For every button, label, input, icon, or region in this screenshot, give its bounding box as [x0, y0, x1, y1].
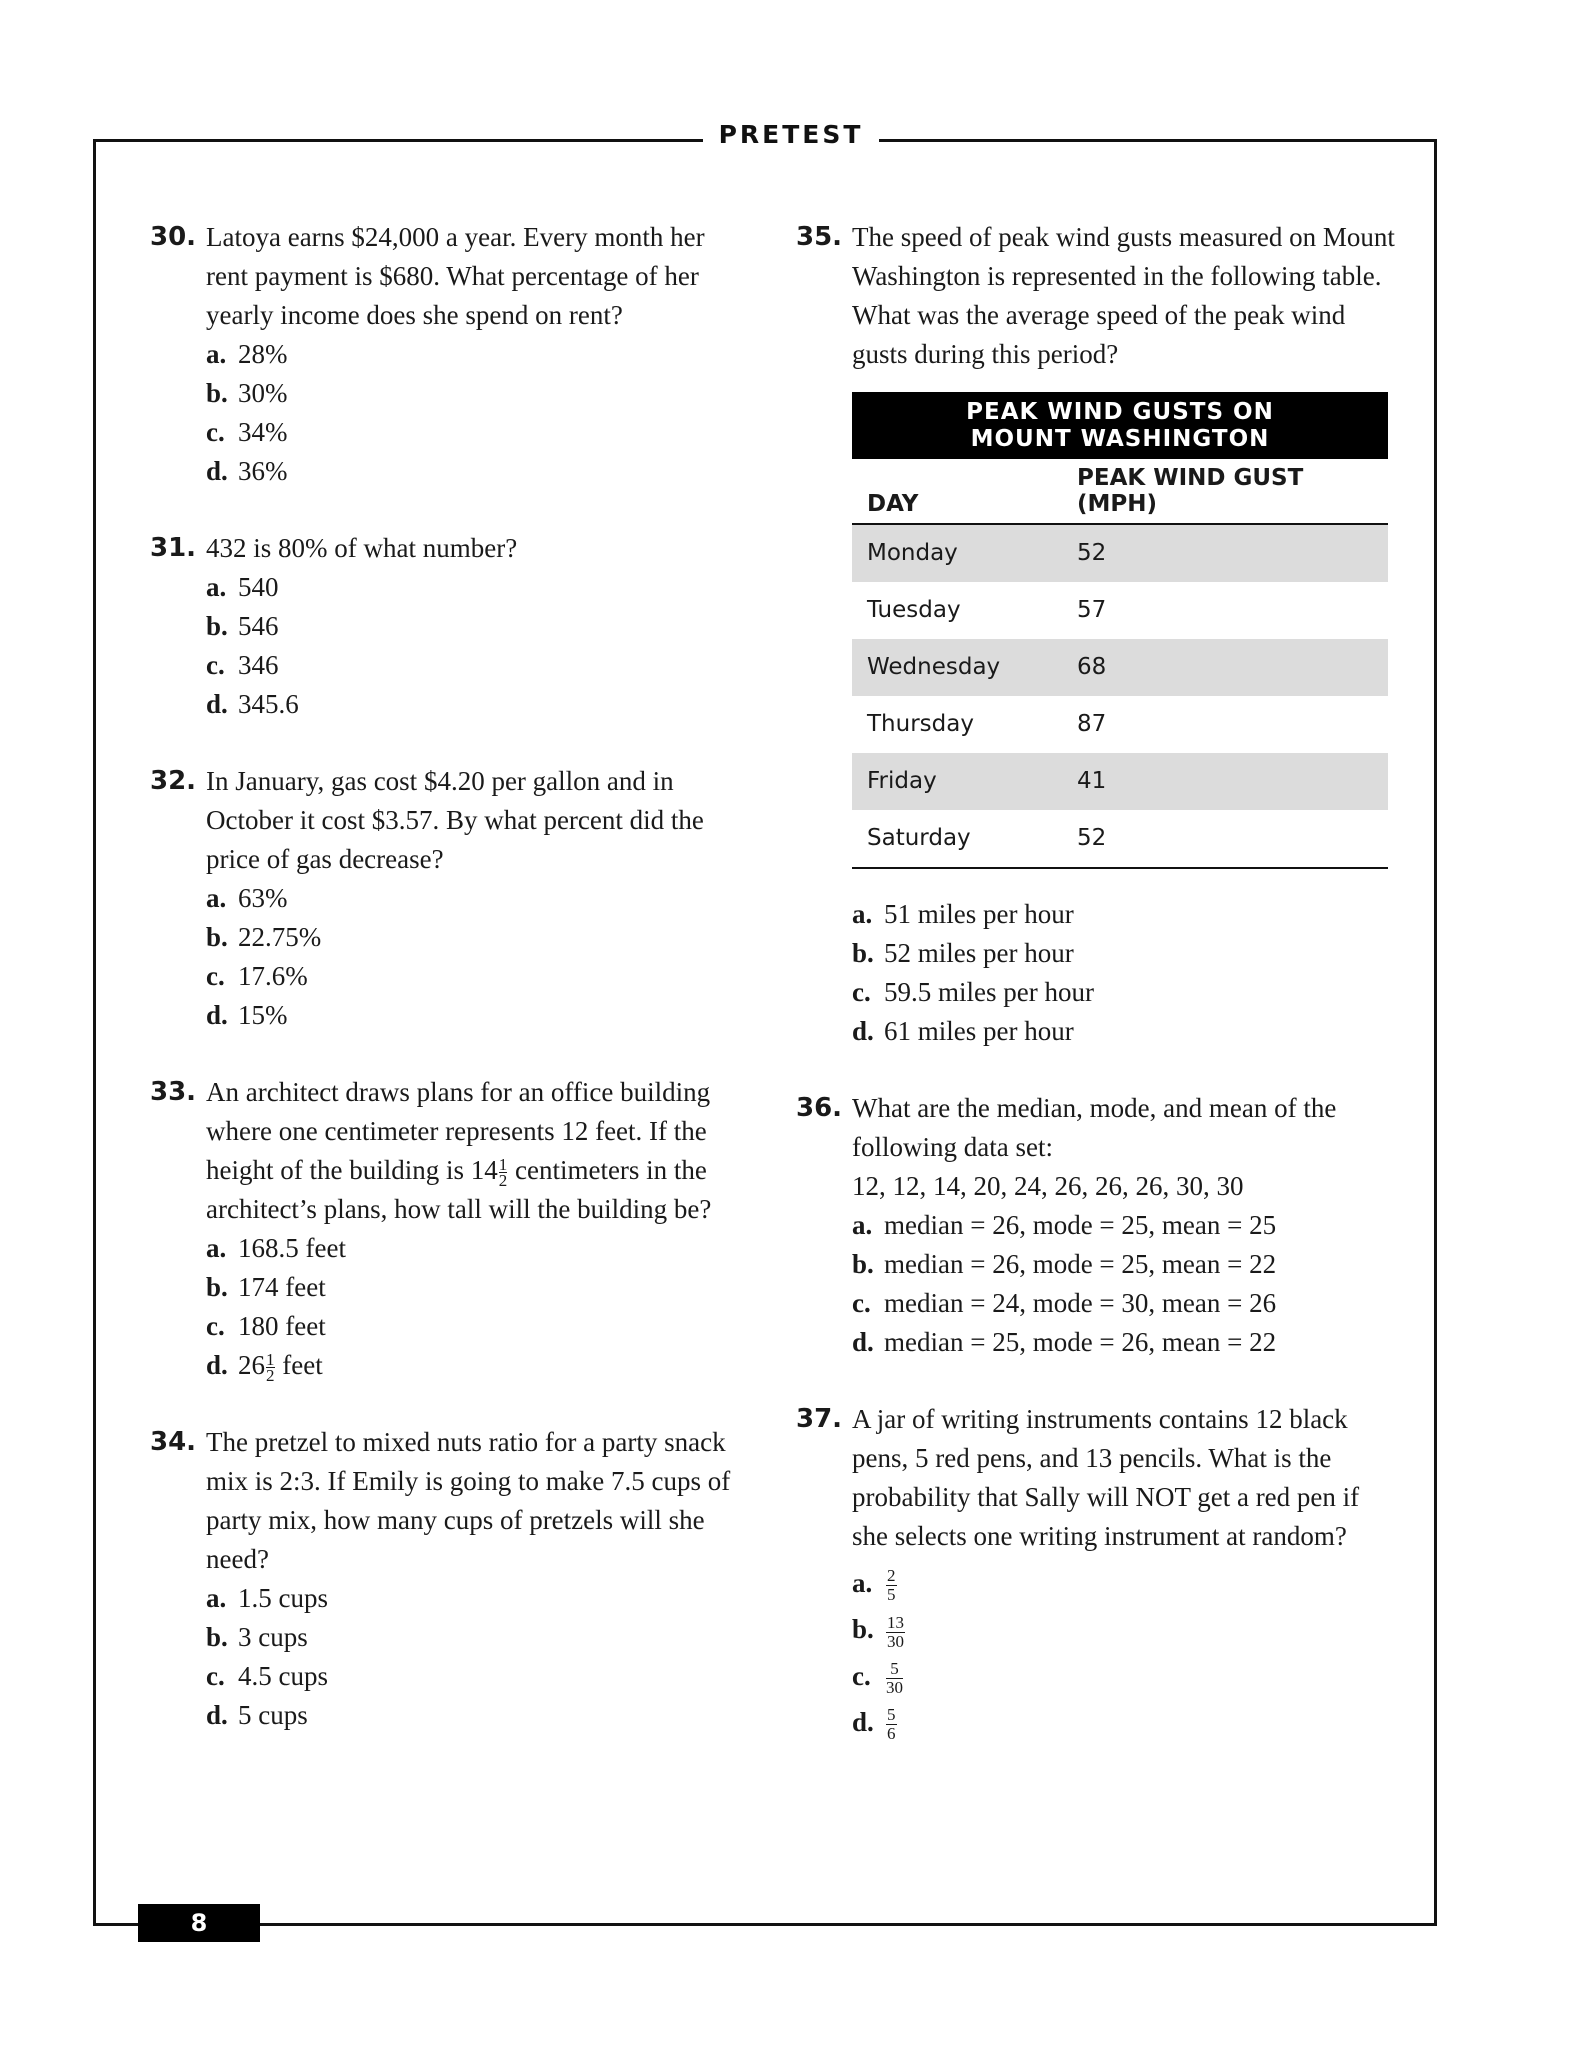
page-number: 8 — [138, 1904, 260, 1942]
answer-option-a[interactable]: a. median = 26, mode = 25, mean = 25 — [852, 1210, 1277, 1240]
table-row: Wednesday 68 — [852, 639, 1388, 696]
answer-option-b[interactable]: b. 30% — [206, 378, 288, 408]
question-text: The speed of peak wind gusts measured on Mount Washington is represented in the following table. What was the average speed of the peak wind gusts during this period? — [852, 222, 1395, 369]
table-caption: PEAK WIND GUSTS ON MOUNT WASHINGTON — [852, 392, 1388, 459]
question-number: 34. — [150, 1427, 197, 1457]
fraction: $\frac{1}{2}$ — [498, 1155, 508, 1191]
question-31 — [150, 529, 750, 724]
answer-option-c[interactable]: c. 346 — [206, 650, 279, 680]
answer-option-c[interactable]: c. 4.5 cups — [206, 1661, 328, 1691]
question-35 — [796, 218, 1396, 1051]
fraction: $\frac{13}{30}$ — [887, 1612, 904, 1651]
answer-option-d[interactable]: d. median = 25, mode = 26, mean = 22 — [852, 1327, 1277, 1357]
question-number: 33. — [150, 1077, 197, 1107]
question-number: 32. — [150, 766, 197, 796]
answer-option-c[interactable]: c. $\frac{5}{30}$ — [852, 1658, 903, 1697]
answer-option-d[interactable]: d. 5 cups — [206, 1700, 308, 1730]
answer-option-a[interactable]: a. $\frac{2}{5}$ — [852, 1566, 896, 1605]
answer-option-d[interactable]: d. $\frac{5}{6}$ — [852, 1705, 896, 1744]
question-32 — [150, 762, 750, 1035]
answer-option-b[interactable]: b. 174 feet — [206, 1272, 326, 1302]
answer-option-a[interactable]: a. 51 miles per hour — [852, 899, 1074, 929]
question-33 — [150, 1073, 750, 1385]
answer-option-b[interactable]: b. 22.75% — [206, 922, 322, 952]
answer-option-c[interactable]: c. median = 24, mode = 30, mean = 26 — [852, 1288, 1277, 1318]
answer-option-d[interactable]: d. 36% — [206, 456, 288, 486]
page-header — [0, 120, 1582, 149]
question-number: 36. — [796, 1093, 843, 1123]
answer-option-d[interactable]: d. 61 miles per hour — [852, 1016, 1074, 1046]
question-text: In January, gas cost $4.20 per gallon and in October it cost $3.57. By what percent did the price of gas decrease? — [206, 766, 704, 874]
answer-option-d[interactable]: d. 345.6 — [206, 689, 299, 719]
answer-option-b[interactable]: b. 3 cups — [206, 1622, 308, 1652]
fraction: $\frac{1}{2}$ — [266, 1350, 275, 1386]
column-header-mph: PEAK WIND GUST (MPH) — [1062, 459, 1388, 524]
question-number: 30. — [150, 222, 197, 252]
right-column — [796, 218, 1396, 1781]
question-number: 37. — [796, 1404, 843, 1434]
answer-option-b[interactable]: b. 52 miles per hour — [852, 938, 1074, 968]
answer-option-c[interactable]: c. 34% — [206, 417, 288, 447]
question-text: 432 is 80% of what number? — [206, 533, 518, 563]
question-text: The pretzel to mixed nuts ratio for a party snack mix is 2:3. If Emily is going to make 7.5 cups of party mix, how many cups of pretzels will she need? — [206, 1427, 731, 1574]
header-title: PRETEST — [703, 120, 880, 149]
table-row: Saturday 52 — [852, 810, 1388, 868]
answer-option-b[interactable]: b. 546 — [206, 611, 279, 641]
answer-option-a[interactable]: a. 1.5 cups — [206, 1583, 328, 1613]
answer-option-a[interactable]: a. 540 — [206, 572, 279, 602]
question-text: Latoya earns $24,000 a year. Every month her rent payment is $680. What percentage of her yearly income does she spend on rent? — [206, 222, 705, 330]
data-set: 12, 12, 14, 20, 24, 26, 26, 26, 30, 30 — [852, 1171, 1244, 1201]
answer-option-d[interactable]: d. 15% — [206, 1000, 288, 1030]
answer-option-c[interactable]: c. 59.5 miles per hour — [852, 977, 1094, 1007]
question-text: A jar of writing instruments contains 12 black pens, 5 red pens, and 13 pencils. What is the probability that Sally will NOT get a red pen if she selects one writing instrument at random? — [852, 1404, 1360, 1551]
fraction: $\frac{5}{6}$ — [887, 1705, 896, 1744]
answer-option-a[interactable]: a. 28% — [206, 339, 288, 369]
question-34 — [150, 1423, 750, 1735]
answer-option-b[interactable]: b. median = 26, mode = 25, mean = 22 — [852, 1249, 1277, 1279]
column-header-day: DAY — [852, 459, 1062, 524]
question-30 — [150, 218, 750, 491]
question-number: 35. — [796, 222, 843, 252]
question-36 — [796, 1089, 1396, 1362]
question-text: What are the median, mode, and mean of the following data set: — [852, 1093, 1337, 1162]
table-row: Tuesday 57 — [867, 597, 1107, 623]
answer-option-a[interactable]: a. 63% — [206, 883, 288, 913]
answer-option-c[interactable]: c. 180 feet — [206, 1311, 326, 1341]
question-37 — [796, 1400, 1396, 1743]
table-row: Monday 52 — [852, 524, 1388, 582]
question-number: 31. — [150, 533, 197, 563]
left-column — [150, 218, 750, 1773]
table-row: Thursday 87 — [867, 711, 1107, 737]
wind-gust-table — [852, 392, 1388, 869]
answer-option-c[interactable]: c. 17.6% — [206, 961, 308, 991]
table-row: Friday 41 — [852, 753, 1388, 810]
answer-option-d[interactable]: d. 26 $\frac{1}{2}$ feet — [206, 1350, 323, 1386]
question-text: An architect draws plans for an office building where one centimeter represents 12 feet. If the height of the building is 14 $\frac{1}{2}$ centimeters in the architect’s plans, how tall will the building be? — [206, 1077, 712, 1224]
answer-option-a[interactable]: a. 168.5 feet — [206, 1233, 346, 1263]
fraction: $\frac{2}{5}$ — [887, 1566, 896, 1605]
answer-option-b[interactable]: b. $\frac{13}{30}$ — [852, 1612, 904, 1651]
fraction: $\frac{5}{30}$ — [886, 1658, 903, 1697]
